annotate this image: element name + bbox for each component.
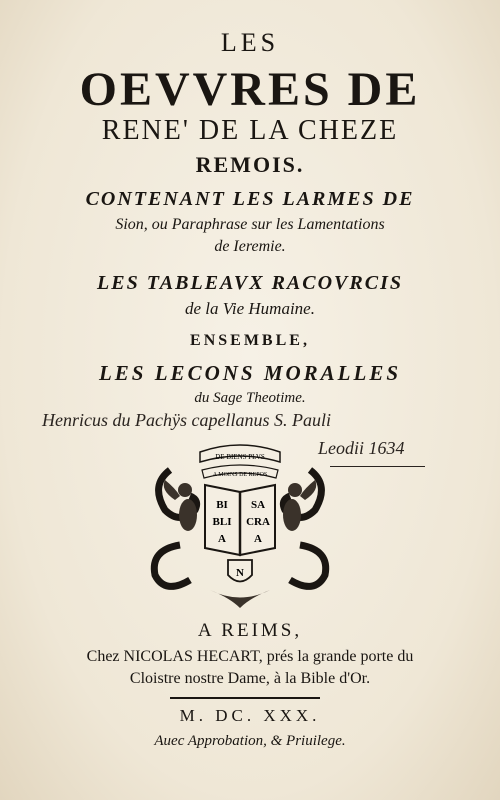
shield-letter: N xyxy=(236,567,244,579)
book-left-1: BI xyxy=(216,499,228,511)
manuscript-underline xyxy=(330,466,425,467)
title-les: LES xyxy=(220,28,280,57)
manuscript-inscription: Henricus du Pachÿs capellanus S. Pauli xyxy=(42,410,331,430)
manuscript-place-date: Leodii 1634 xyxy=(318,438,405,458)
contents-ensemble: ENSEMBLE, xyxy=(190,332,310,349)
book-left-2: BLI xyxy=(212,516,232,528)
contents-sion: Sion, ou Paraphrase sur les Lamentations xyxy=(115,216,385,233)
printers-device-emblem xyxy=(140,430,340,610)
imprint-location: Cloistre nostre Dame, à la Bible d'Or. xyxy=(129,670,371,687)
book-right-1: SA xyxy=(250,499,266,511)
book-left-3: A xyxy=(218,533,226,545)
author-name: RENE' DE LA CHEZE xyxy=(101,115,399,146)
right-cherub xyxy=(283,480,316,531)
imprint-printer: Chez NICOLAS HECART, prés la grande porte du xyxy=(86,648,414,665)
contents-sage: du Sage Theotime. xyxy=(194,390,306,406)
banner-text: DE BIENS PLVS xyxy=(215,453,265,461)
contents-lecons: LES LECONS MORALLES xyxy=(98,361,402,385)
imprint-privilege: Auec Approbation, & Priuilege. xyxy=(154,733,346,749)
contents-tableaux: LES TABLEAVX RACOVRCIS xyxy=(97,272,403,294)
contents-larmes: CONTENANT LES LARMES DE xyxy=(85,188,415,210)
open-book xyxy=(205,485,275,555)
left-lower-scroll xyxy=(154,545,190,586)
imprint-city: A REIMS, xyxy=(197,620,303,641)
foliage xyxy=(210,590,270,608)
contents-vie: de la Vie Humaine. xyxy=(185,299,315,318)
imprint-year: M. DC. XXX. xyxy=(179,706,321,725)
book-right-2: CRA xyxy=(246,516,270,528)
contents-ieremie: de Ieremie. xyxy=(214,238,286,255)
imprint-rule xyxy=(170,697,320,699)
motto-text: A MOINS DE REPOS xyxy=(212,472,268,478)
right-lower-scroll xyxy=(290,545,326,586)
author-origin: REMOIS. xyxy=(195,152,305,177)
title-oeuvres: OEVVRES DE xyxy=(79,63,421,116)
left-cherub xyxy=(164,480,197,531)
book-right-3: A xyxy=(254,533,262,545)
